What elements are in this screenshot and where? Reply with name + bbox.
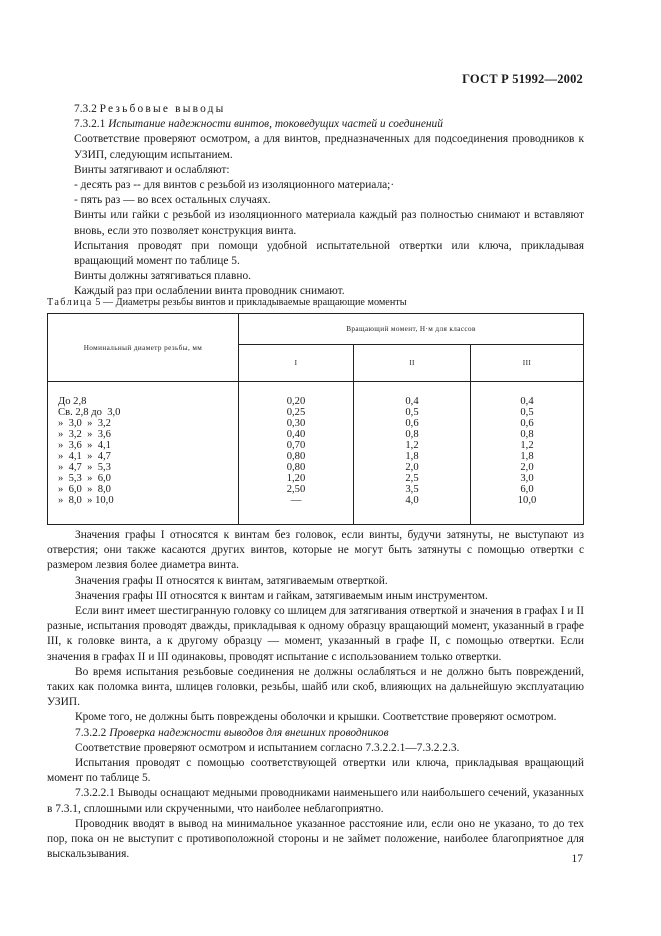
table-cell: 2,0 [405, 462, 419, 473]
header-class-iii: III [471, 345, 584, 382]
paragraph: Во время испытания резьбовые соединения не должны ослабляться и не должно быть повреждений, таких как поломка винта, шлицев головки, резьбы, шайб или скоб, влияющих на дальнейшую эксплуатацию УЗИП. [47, 665, 584, 709]
class-ii-list [354, 396, 470, 506]
table-cell: 1,2 [520, 440, 534, 451]
section-title: Резьбовые выводы [99, 103, 226, 115]
notes-section [47, 528, 584, 862]
table-cell: — [290, 495, 302, 506]
subsection-number: 7.3.2.2 [75, 726, 107, 739]
paragraph: Испытания проводят с помощью соответствующей отвертки или ключа, прикладывая вращающий момент по таблице 5. [47, 757, 584, 785]
table-caption [47, 297, 407, 308]
paragraph: Соответствие проверяют осмотром, а для винтов, предназначенных для подсоединения проводников к УЗИП, следующим испытанием. [74, 133, 584, 161]
section-7-3-2 [74, 102, 584, 300]
subsection-title: Испытание надежности винтов, токоведущих частей и соединений [108, 118, 443, 131]
list-item: - пять раз — во всех остальных случаях. [74, 194, 271, 207]
class-ii-column [354, 382, 471, 525]
table-cell: 0,80 [286, 462, 306, 473]
table-cell: 0,4 [520, 396, 534, 407]
table-cell: 0,5 [405, 407, 419, 418]
subsection-title: Проверка надежности выводов для внешних проводников [109, 726, 389, 739]
table-cell: » 4,1 » 4,7 [58, 451, 111, 462]
document-code: ГОСТ Р 51992—2002 [462, 72, 583, 86]
table-cell: » 5,3 » 6,0 [58, 473, 111, 484]
header-class-ii: II [354, 345, 471, 382]
table-cell: 0,6 [520, 418, 534, 429]
subsection-number: 7.3.2.1 [74, 118, 106, 131]
paragraph: Если винт имеет шестигранную головку со шлицем для затягивания отверткой и значения в графах I и II разные, испытания проводят дважды, прикладывая к одному образцу вращающий момент, указанный в графе III, к головке винта, а к другому образцу — момент, указанный в графе II, с помощью отвертки. Если значения в графах II и III одинаковы, проводят испытание с использованием только отвертки. [47, 605, 584, 663]
table-cell: Св. 2,8 до 3,0 [58, 407, 121, 418]
table-cell: 1,8 [405, 451, 419, 462]
header-diameter: Номинальный диаметр резьбы, мм [48, 314, 239, 382]
paragraph: Винты затягивают и ослабляют: [74, 163, 230, 176]
table-cell: 2,0 [520, 462, 534, 473]
table-cell: 2,50 [286, 484, 306, 495]
table-cell: 1,8 [520, 451, 534, 462]
table-cell: 0,8 [520, 429, 534, 440]
header-moment: Вращающий момент, Н·м для классов [239, 314, 584, 345]
list-item: - десять раз -- для винтов с резьбой из изоляционного материала;· [74, 179, 395, 192]
class-i-column [239, 382, 354, 525]
paragraph: Каждый раз при ослаблении винта проводник снимают. [74, 285, 345, 298]
table-cell: 0,30 [286, 418, 306, 429]
table-cell: 4,0 [405, 495, 419, 506]
paragraph: Проводник вводят в вывод на минимальное указанное расстояние или, если оно не указано, то до тех пор, пока он не выступит с противоположной стороны и не займет положение, наиболее благоприятное для выскальзывания. [47, 817, 584, 861]
class-i-list [239, 396, 353, 506]
table-cell: » 3,2 » 3,6 [58, 429, 111, 440]
table-cell: 0,70 [286, 440, 306, 451]
table-cell: 0,20 [286, 396, 306, 407]
paragraph: Значения графы II относятся к винтам, затягиваемым отверткой. [75, 574, 388, 587]
table-cell: 0,80 [286, 451, 306, 462]
torque-table [47, 313, 584, 525]
table-cell: До 2,8 [58, 396, 87, 407]
paragraph: Испытания проводят при помощи удобной испытательной отвертки или ключа, прикладывая вращающий момент по таблице 5. [74, 239, 584, 268]
class-iii-column [471, 382, 584, 525]
table-cell: 3,5 [405, 484, 419, 495]
subsection-heading [74, 117, 584, 132]
table-cell: 0,25 [286, 407, 306, 418]
table-cell: 1,2 [405, 440, 419, 451]
diameter-column [48, 382, 239, 525]
table-cell: 2,5 [405, 473, 419, 484]
paragraph: 7.3.2.2.1 Выводы оснащают медными проводниками наименьшего или наибольшего сечений, указанных в 7.3.1, сплошными или скрученными, что наиболее неблагоприятно. [47, 787, 584, 815]
table-cell: 0,8 [405, 429, 419, 440]
table-cell: » 8,0 » 10,0 [58, 495, 114, 506]
subsection-heading [47, 726, 584, 741]
section-heading [74, 102, 584, 117]
paragraph: Винты должны затягиваться плавно. [74, 270, 252, 283]
section-number: 7.3.2 [74, 103, 97, 115]
paragraph: Значения графы III относятся к винтам и гайкам, затягиваемым иным инструментом. [75, 589, 488, 602]
table-cell: 6,0 [520, 484, 534, 495]
table-cell: » 6,0 » 8,0 [58, 484, 111, 495]
table-cell: 1,20 [286, 473, 306, 484]
page-number: 17 [571, 853, 583, 865]
table-cell: 0,40 [286, 429, 306, 440]
paragraph: Значения графы I относятся к винтам без головок, если винты, будучи затянуты, не выступают из отверстия; они также касаются других винтов, которые не могут быть затянуты с помощью отвертки с размером лезвия более диаметра винта. [47, 529, 584, 572]
paragraph: Кроме того, не должны быть повреждены оболочки и крышки. Соответствие проверяют осмотром. [75, 711, 557, 724]
table-caption-label: Таблица [47, 297, 93, 308]
table-cell: 10,0 [517, 495, 537, 506]
paragraph: Соответствие проверяют осмотром и испытанием согласно 7.3.2.2.1—7.3.2.2.3. [75, 741, 460, 754]
diameter-list [58, 396, 238, 506]
table-cell: 0,5 [520, 407, 534, 418]
paragraph: Винты или гайки с резьбой из изоляционного материала каждый раз полностью снимают и вставляют вновь, если это позволяет конструкция винта. [74, 209, 584, 237]
class-iii-list [471, 396, 583, 506]
table-cell: 3,0 [520, 473, 534, 484]
table-cell: 0,6 [405, 418, 419, 429]
table-caption-text: 5 — Диаметры резьбы винтов и прикладываемые вращающие моменты [92, 297, 407, 308]
table-cell: » 3,6 » 4,1 [58, 440, 111, 451]
header-class-i: I [239, 345, 354, 382]
table-cell: 0,4 [405, 396, 419, 407]
table-cell: » 4,7 » 5,3 [58, 462, 111, 473]
table-cell: » 3,0 » 3,2 [58, 418, 111, 429]
